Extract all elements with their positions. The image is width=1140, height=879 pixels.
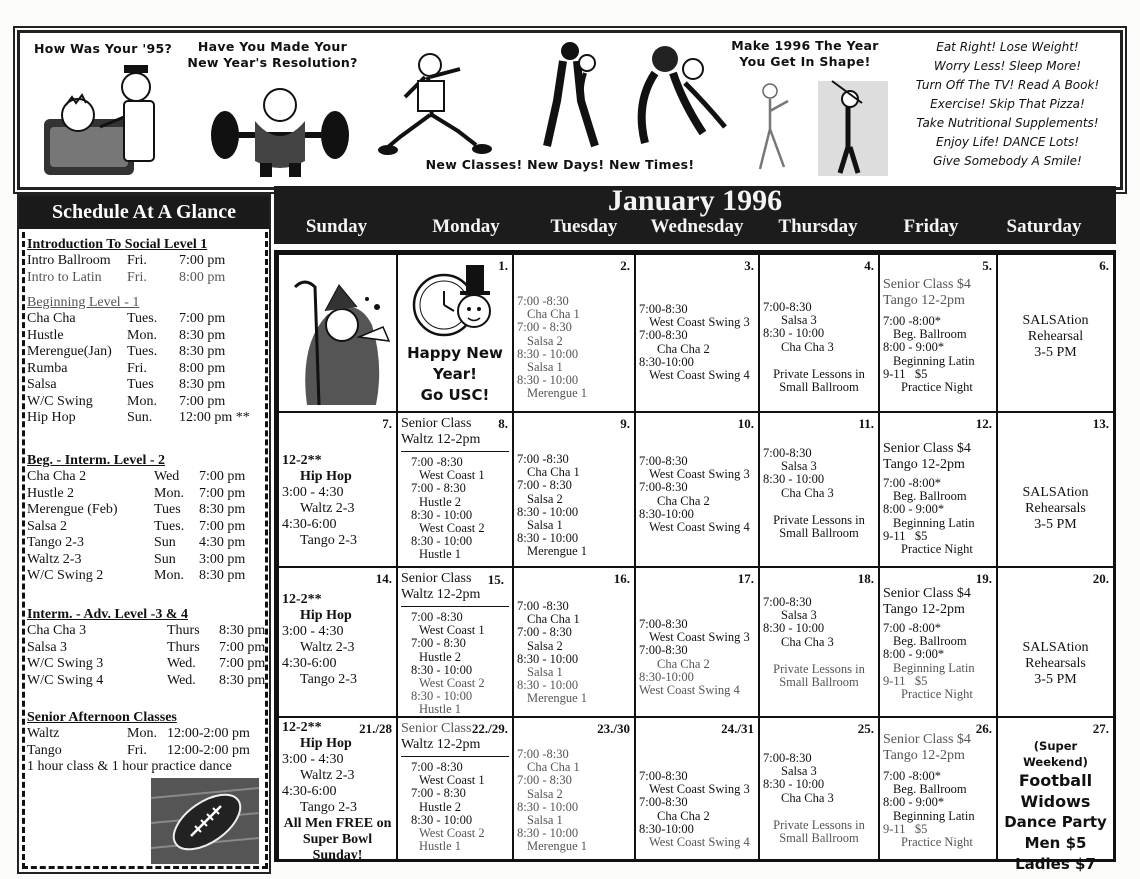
tip: Worry Less! Sleep More! [933,59,1082,73]
weightlifter-illustration [205,85,355,180]
day-number: 22./29. [471,721,508,736]
tuesday-classes: 7:00 -8:30 Cha Cha 1 7:00 - 8:30 Salsa 2 8:30 - 10:00 Salsa 1 8:30 - 10:00 Merengue 1 [517,452,588,559]
class-row: Salsa 3 Thurs 7:00 pm [27,639,266,655]
day-cell [513,567,635,717]
section-title: Senior Afternoon Classes [27,710,177,725]
calendar-month-title: January 1996 [607,184,783,217]
week-row [278,254,1114,412]
calendar-grid [274,250,1116,873]
day-number: 9. [620,416,630,431]
senior-note: 1 hour class & 1 hour practice dance [27,759,232,774]
day-number: 3. [744,258,754,273]
day-cell [635,717,759,860]
day-number: 16. [613,571,630,586]
friday-classes: Senior Class $4 Tango 12-2pm 7:00 -8:00* Beg. Ballroom 8:00 - 9:00* Beginning Latin 9-11 $5 Practice Night [883,586,975,702]
day-cell [278,717,397,863]
day-cell [513,412,635,567]
day-cell [997,254,1114,412]
tip: Turn Off The TV! Read A Book! [915,78,1100,92]
section-title: Beg. - Interm. Level - 2 [27,453,166,468]
day-cell [997,567,1114,717]
happy-new-year-note: Happy New Year! Go USC! [407,344,503,404]
new-year-baby-illustration [404,263,504,341]
skater-golfer-illustration [740,71,890,179]
thursday-classes: 7:00-8:30 Salsa 3 8:30 - 10:00 Cha Cha 3 Private Lessons in Small Ballroom [763,446,865,541]
class-row: Tango 2-3 Sun 4:30 pm [27,535,246,550]
week-row [278,412,1114,567]
day-number: 15. [487,572,504,587]
friday-classes: Senior Class $4 Tango 12-2pm 7:00 -8:00* Beg. Ballroom 8:00 - 9:00* Beginning Latin 9-11 $5 Practice Night [883,441,975,557]
class-row: Hip Hop Sun. 12:00 pm ** [27,410,250,425]
friday-classes: Senior Class $4 Tango 12-2pm 7:00 -8:00* Beg. Ballroom 8:00 - 9:00* Beginning Latin 9-11 $5 Practice Night [883,732,975,850]
day-cell [278,254,397,412]
day-cell [879,412,997,567]
sunday-classes: 12-2** Hip Hop 3:00 - 4:30 Waltz 2-3 4:30-6:00 Tango 2-3 [282,592,357,687]
class-row: Merengue (Feb) Tues 8:30 pm [27,502,246,517]
class-row: Hustle Mon. 8:30 pm [27,327,226,343]
day-cell [397,412,513,567]
day-number: 11. [858,416,874,431]
tuesday-classes: 7:00 -8:30 Cha Cha 1 7:00 - 8:30 Salsa 2 8:30 - 10:00 Salsa 1 8:30 - 10:00 Merengue 1 [517,599,588,706]
day-number: 26. [975,721,992,736]
day-number: 12. [975,416,992,431]
day-number: 23./30 [597,721,630,736]
day-cell [759,254,879,412]
schedule-at-a-glance-panel [17,194,271,874]
day-cell [997,412,1114,567]
tuesday-classes: 7:00 -8:30 Cha Cha 1 7:00 - 8:30 Salsa 2 8:30 - 10:00 Salsa 1 8:30 - 10:00 Merengue 1 [517,747,588,854]
class-row: W/C Swing 4 Wed. 8:30 pm [27,672,266,688]
day-number: 24./31 [721,721,754,736]
day-number: 27. [1092,721,1109,736]
day-number: 6. [1099,258,1109,273]
class-row: Hustle 2 Mon. 7:00 pm [27,485,246,501]
wednesday-classes: 7:00-8:30 West Coast Swing 3 7:00-8:30 Cha Cha 2 8:30-10:00 West Coast Swing 4 [639,617,750,698]
banner-tips [900,38,1115,171]
banner-question-1: How Was Your '95? [34,41,172,56]
day-cell [278,412,397,567]
class-row: Intro Ballroom Fri. 7:00 pm [27,253,226,268]
day-cell [513,254,635,412]
day-cell [879,567,997,717]
day-number: 5. [982,258,992,273]
monday-classes: Senior Class Waltz 12-2pm 7:00 -8:30 West Coast 1 7:00 - 8:30 Hustle 2 8:30 - 10:00 West Coast 2 8:30 - 10:00 Hustle 1 [401,416,509,562]
football-illustration [151,778,259,864]
day-cell [635,254,759,412]
day-cell [759,567,879,717]
section-title: Interm. - Adv. Level -3 & 4 [27,607,188,622]
week-row [278,717,1114,860]
day-cell [278,567,397,717]
banner-question-2: Have You Made Your New Year's Resolution? [187,39,358,70]
day-number: 7. [382,416,392,431]
thursday-classes: 7:00-8:30 Salsa 3 8:30 - 10:00 Cha Cha 3 Private Lessons in Small Ballroom [763,300,865,395]
class-row: Rumba Fri. 8:00 pm [27,360,226,376]
day-cell [397,567,513,717]
day-cell [513,717,635,860]
day-name-saturday: Saturday [1006,216,1082,237]
day-name-sunday: Sunday [305,216,368,237]
grim-reaper-illustration [287,277,392,405]
banner-question-3: Make 1996 The Year You Get In Shape! [731,38,879,69]
day-number: 25. [857,721,874,736]
day-cell [997,717,1114,873]
saturday-rehearsal: SALSAtion Rehearsals 3-5 PM [1022,640,1089,687]
day-cell [397,717,513,860]
runner-illustration [370,47,500,162]
friday-classes: Senior Class $4 Tango 12-2pm 7:00 -8:00* Beg. Ballroom 8:00 - 9:00* Beginning Latin 9-11 $5 Practice Night [883,277,975,395]
thursday-classes: 7:00-8:30 Salsa 3 8:30 - 10:00 Cha Cha 3 Private Lessons in Small Ballroom [763,595,865,690]
class-row: Tango Fri. 12:00-2:00 pm [27,742,250,758]
calendar-table [277,253,1115,873]
class-row: W/C Swing Mon. 7:00 pm [27,393,226,409]
day-number: 20. [1092,571,1109,586]
class-row: Cha Cha 2 Wed 7:00 pm [27,469,246,484]
day-cell [879,254,997,412]
week-row [278,567,1114,717]
day-number: 8. [498,416,508,431]
class-row: Salsa 2 Tues. 7:00 pm [27,518,246,534]
class-row: Merengue(Jan) Tues. 8:30 pm [27,344,226,359]
class-row: Salsa Tues 8:30 pm [27,377,226,392]
day-number: 10. [737,416,754,431]
tuesday-classes: 7:00 -8:30 Cha Cha 1 7:00 - 8:30 Salsa 2 8:30 - 10:00 Salsa 1 8:30 - 10:00 Merengue 1 [517,294,588,401]
banner-new-classes: New Classes! New Days! New Times! [425,157,695,172]
thursday-classes: 7:00-8:30 Salsa 3 8:30 - 10:00 Cha Cha 3 Private Lessons in Small Ballroom [763,751,865,846]
day-name-wednesday: Wednesday [650,216,744,237]
day-cell [759,717,879,860]
day-number: 18. [857,571,874,586]
day-number: 4. [864,258,874,273]
day-name-friday: Friday [903,216,959,237]
tip: Exercise! Skip That Pizza! [930,97,1085,111]
monday-classes: Senior Class Waltz 12-2pm 7:00 -8:30 West Coast 1 7:00 - 8:30 Hustle 2 8:30 - 10:00 West Coast 2 Hustle 1 [401,721,509,853]
sunday-classes: 12-2** Hip Hop 3:00 - 4:30 Waltz 2-3 4:30-6:00 Tango 2-3 All Men FREE on Super Bowl Sunday! [282,720,392,863]
tip: Eat Right! Lose Weight! [936,40,1079,54]
day-number: 14. [375,571,392,586]
day-cell [879,717,997,860]
tip: Enjoy Life! DANCE Lots! [935,135,1080,149]
day-name-tuesday: Tuesday [550,216,618,237]
section-beg-interm-level-2 [27,453,271,585]
class-row: Cha Cha 3 Thurs 8:30 pm [27,623,266,638]
header-banner [17,30,1123,190]
section-title: Beginning Level - 1 [27,295,140,310]
day-cell [635,567,759,717]
day-number: 1. [498,258,508,273]
wednesday-classes: 7:00-8:30 West Coast Swing 3 7:00-8:30 Cha Cha 2 8:30-10:00 West Coast Swing 4 [639,454,750,535]
class-row: Cha Cha Tues. 7:00 pm [27,311,226,326]
wednesday-classes: 7:00-8:30 West Coast Swing 3 7:00-8:30 Cha Cha 2 8:30-10:00 West Coast Swing 4 [639,302,750,383]
saturday-rehearsal: SALSAtion Rehearsal 3-5 PM [1022,313,1089,360]
day-number: 2. [620,258,630,273]
section-intro-level-1 [27,237,271,286]
class-row: Waltz Mon. 12:00-2:00 pm [27,726,250,741]
saturday-rehearsal: SALSAtion Rehearsals 3-5 PM [1022,485,1089,532]
monday-classes: Senior Class Waltz 12-2pm 7:00 -8:30 West Coast 1 7:00 - 8:30 Hustle 2 8:30 - 10:00 West Coast 2 8:30 - 10:00 Hustle 1 [401,571,509,717]
section-interm-adv-level-3-4 [27,607,271,689]
day-number: 13. [1092,416,1109,431]
tip: Give Somebody A Smile! [933,154,1082,168]
section-senior-afternoon [27,710,271,775]
day-number: 17. [737,571,754,586]
sunday-classes: 12-2** Hip Hop 3:00 - 4:30 Waltz 2-3 4:30-6:00 Tango 2-3 [282,453,357,548]
dancing-couples-illustration [525,39,740,154]
day-cell [759,412,879,567]
class-row: Waltz 2-3 Sun 3:00 pm [27,551,246,567]
class-row: W/C Swing 2 Mon. 8:30 pm [27,568,246,583]
day-name-thursday: Thursday [778,216,858,237]
class-row: W/C Swing 3 Wed. 7:00 pm [27,656,266,671]
calendar-header [274,186,1116,244]
wednesday-classes: 7:00-8:30 West Coast Swing 3 7:00-8:30 Cha Cha 2 8:30-10:00 West Coast Swing 4 [639,769,750,850]
schedule-panel-title: Schedule At A Glance [19,196,269,229]
day-cell [635,412,759,567]
tip: Take Nutritional Supplements! [916,116,1099,130]
super-weekend-party: (Super Weekend) Football Widows Dance Party Men $5 Ladies $7 [1004,739,1107,873]
day-name-monday: Monday [432,216,500,237]
class-row: Intro to Latin Fri. 8:00 pm [27,269,226,285]
day-number: 21./28 [359,721,392,736]
day-number: 19. [975,571,992,586]
day-cell [397,254,513,412]
doctor-patient-illustration [40,57,170,177]
section-title: Introduction To Social Level 1 [27,237,208,252]
section-beginning-level-1 [27,295,271,427]
